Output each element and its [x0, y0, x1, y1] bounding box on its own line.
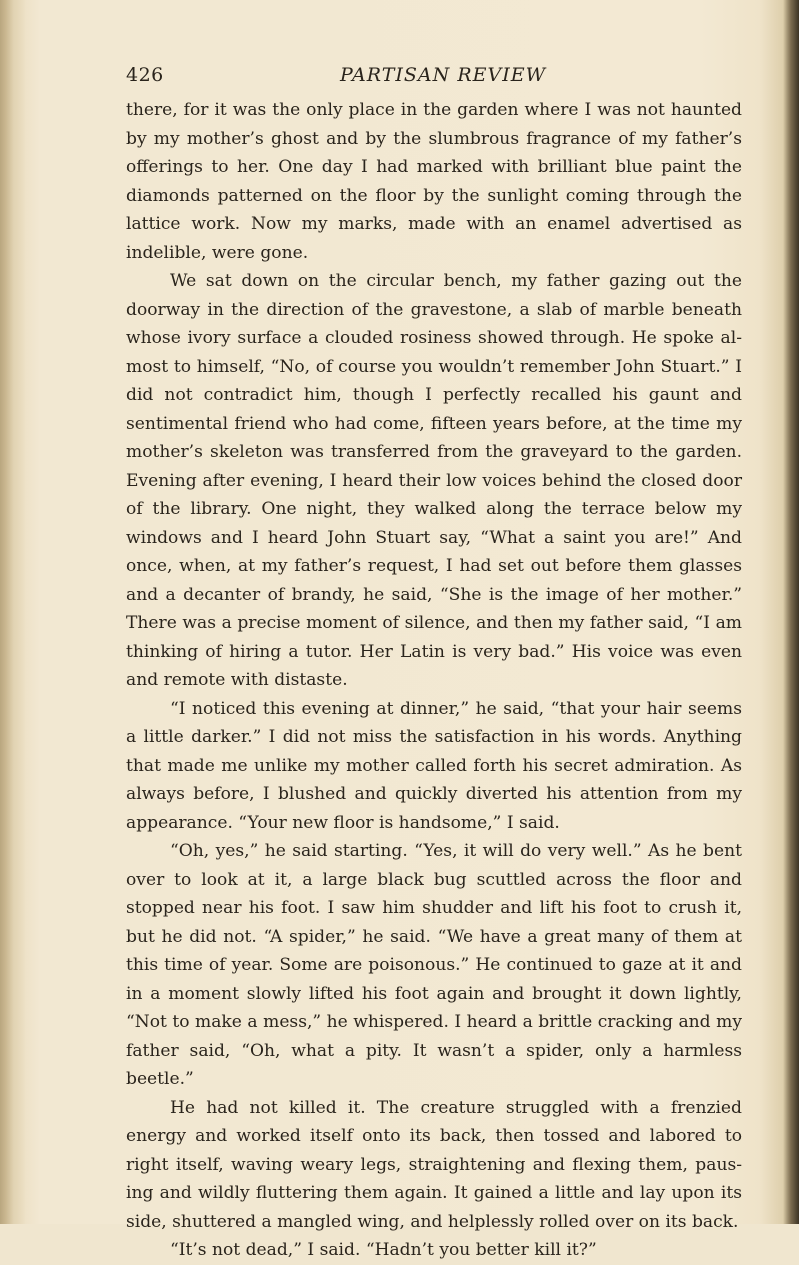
- paragraph: there, for it was the only place in the garden where I was not haunted by my mother’s ghost and by the slumbrous fragrance of my father’s offerings to her. One day I had marked with brilliant blue paint the diamonds patterned on the floor by the sunlight coming through the lattice work. Now my marks, made with an enamel advertised as indelible, were gone.: [126, 100, 742, 263]
- page-header: [126, 60, 742, 92]
- page-edge: [783, 0, 799, 1224]
- paragraph: “It’s not dead,” I said. “Hadn’t you better kill it?”: [170, 1240, 597, 1260]
- paragraph: “Oh, yes,” he said starting. “Yes, it will do very well.” As he bent over to look at it, a large black bug scuttled across the floor and stopped near his foot. I saw him shudder and lift his foot to crush it, but he did not. “A spider,” he said. “We have a great many of them at this time of year. Some are poisonous.” He continued to gaze at it and in a moment slowly lifted his foot again and brought it down lightly, “Not to make a mess,” he whispered. I heard a brittle cracking and my father said, “Oh, what a pity. It wasn’t a spider, only a harmless beetle.”: [126, 841, 742, 1089]
- paragraph: He had not killed it. The creature struggled with a frenzied energy and worked itself onto its back, then tossed and labored to right itself, waving weary legs, straightening and flexing them, paus-ing and wildly fluttering them again. It gained a little and lay upon its side, shuttered a mangled wing, and helplessly rolled over on its back.: [126, 1097, 742, 1232]
- paragraph: “I noticed this evening at dinner,” he said, “that your hair seems a little darker.” I did not miss the satisfaction in his words. Anything that made me unlike my mother called forth his secret admiration. As always before, I blushed and quickly diverted his attention from my appearance. “Your new floor is handsome,” I said.: [126, 698, 742, 833]
- paragraph: We sat down on the circular bench, my father gazing out the doorway in the direction of the gravestone, a slab of marble beneath whose ivory surface a clouded rosiness showed through. He spoke al-most to himself, “No, of course you wouldn’t remember John Stuart.” I did not contradict him, though I perfectly recalled his gaunt and sentimental friend who had come, fifteen years before, at the time my mother’s skeleton was transferred from the graveyard to the garden. Evening after evening, I heard their low voices behind the closed door of the library. One night, they walked along the terrace below my windows and I heard John Stuart say, “What a saint you are!” And once, when, at my father’s request, I had set out before them glasses and a decanter of brandy, he said, “She is the image of her mother.” There was a precise moment of silence, and then my father said, “I am thinking of hiring a tutor. Her Latin is very bad.” His voice was even and remote with distaste.: [126, 271, 742, 690]
- running-head: PARTISAN REVIEW: [340, 64, 547, 86]
- spine-shadow: [0, 0, 26, 1224]
- page-number: 426: [126, 64, 164, 86]
- body-text: [126, 96, 742, 1265]
